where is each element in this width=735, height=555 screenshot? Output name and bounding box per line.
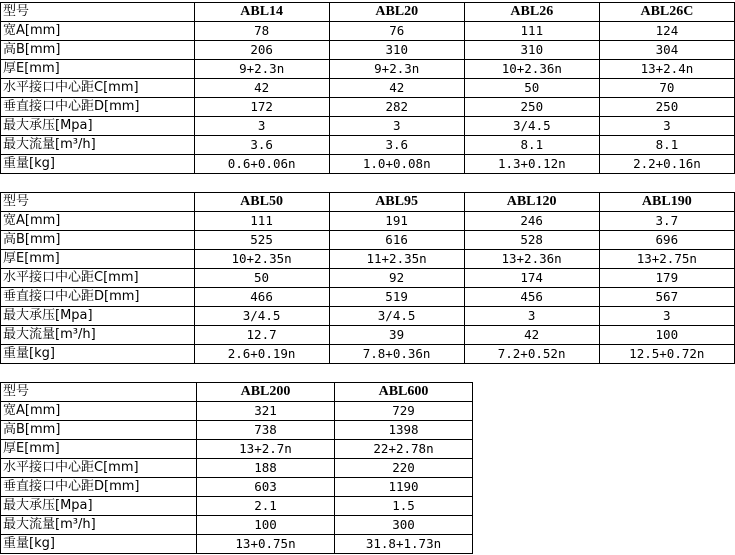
row-label: 最大承压[Mpa] <box>1 497 197 516</box>
value-cell: 1.5 <box>335 497 473 516</box>
model-name-cell: ABL95 <box>329 193 464 212</box>
value-cell: 300 <box>335 516 473 535</box>
value-cell: 100 <box>197 516 335 535</box>
table-header-row <box>1 383 473 402</box>
row-label: 重量[kg] <box>1 155 195 174</box>
row-label: 垂直接口中心距D[mm] <box>1 288 195 307</box>
value-cell: 31.8+1.73n <box>335 535 473 554</box>
value-cell: 304 <box>599 41 734 60</box>
model-name-cell: ABL200 <box>197 383 335 402</box>
value-cell: 3 <box>599 117 734 136</box>
table-row <box>1 155 735 174</box>
value-cell: 3/4.5 <box>194 307 329 326</box>
value-cell: 246 <box>464 212 599 231</box>
value-cell: 92 <box>329 269 464 288</box>
table-row <box>1 250 735 269</box>
value-cell: 220 <box>335 459 473 478</box>
row-label: 厚E[mm] <box>1 250 195 269</box>
value-cell: 310 <box>329 41 464 60</box>
value-cell: 11+2.35n <box>329 250 464 269</box>
value-cell: 1398 <box>335 421 473 440</box>
value-cell: 3 <box>329 117 464 136</box>
table-row <box>1 440 473 459</box>
table-row <box>1 288 735 307</box>
model-name-cell: ABL190 <box>599 193 734 212</box>
value-cell: 2.6+0.19n <box>194 345 329 364</box>
value-cell: 76 <box>329 22 464 41</box>
model-name-cell: ABL20 <box>329 3 464 22</box>
row-label-model: 型号 <box>1 3 195 22</box>
value-cell: 8.1 <box>464 136 599 155</box>
table-row <box>1 98 735 117</box>
row-label: 最大流量[m³/h] <box>1 516 197 535</box>
table-row <box>1 269 735 288</box>
row-label: 高B[mm] <box>1 41 195 60</box>
value-cell: 9+2.3n <box>194 60 329 79</box>
table-row <box>1 60 735 79</box>
table-row <box>1 535 473 554</box>
value-cell: 191 <box>329 212 464 231</box>
value-cell: 603 <box>197 478 335 497</box>
value-cell: 3 <box>464 307 599 326</box>
row-label: 宽A[mm] <box>1 212 195 231</box>
table-row <box>1 421 473 440</box>
row-label-model: 型号 <box>1 383 197 402</box>
table-row <box>1 41 735 60</box>
table-row <box>1 136 735 155</box>
row-label: 水平接口中心距C[mm] <box>1 79 195 98</box>
row-label: 最大承压[Mpa] <box>1 307 195 326</box>
row-label: 垂直接口中心距D[mm] <box>1 478 197 497</box>
value-cell: 567 <box>599 288 734 307</box>
value-cell: 50 <box>194 269 329 288</box>
value-cell: 42 <box>194 79 329 98</box>
value-cell: 456 <box>464 288 599 307</box>
value-cell: 13+2.4n <box>599 60 734 79</box>
row-label: 水平接口中心距C[mm] <box>1 459 197 478</box>
value-cell: 1.3+0.12n <box>464 155 599 174</box>
value-cell: 50 <box>464 79 599 98</box>
value-cell: 13+2.75n <box>599 250 734 269</box>
table-row <box>1 345 735 364</box>
value-cell: 738 <box>197 421 335 440</box>
table-row <box>1 326 735 345</box>
spec-table-2 <box>0 192 735 364</box>
value-cell: 78 <box>194 22 329 41</box>
value-cell: 1.0+0.08n <box>329 155 464 174</box>
value-cell: 3.7 <box>599 212 734 231</box>
value-cell: 174 <box>464 269 599 288</box>
value-cell: 124 <box>599 22 734 41</box>
value-cell: 310 <box>464 41 599 60</box>
row-label: 最大承压[Mpa] <box>1 117 195 136</box>
model-name-cell: ABL26C <box>599 3 734 22</box>
row-label: 厚E[mm] <box>1 440 197 459</box>
table-row <box>1 231 735 250</box>
table-header-row <box>1 3 735 22</box>
value-cell: 8.1 <box>599 136 734 155</box>
table-header-row <box>1 193 735 212</box>
value-cell: 179 <box>599 269 734 288</box>
value-cell: 696 <box>599 231 734 250</box>
row-label: 高B[mm] <box>1 231 195 250</box>
value-cell: 3.6 <box>329 136 464 155</box>
row-label-model: 型号 <box>1 193 195 212</box>
model-name-cell: ABL26 <box>464 3 599 22</box>
model-name-cell: ABL600 <box>335 383 473 402</box>
value-cell: 7.2+0.52n <box>464 345 599 364</box>
value-cell: 1190 <box>335 478 473 497</box>
value-cell: 206 <box>194 41 329 60</box>
value-cell: 3.6 <box>194 136 329 155</box>
value-cell: 519 <box>329 288 464 307</box>
model-name-cell: ABL50 <box>194 193 329 212</box>
value-cell: 12.5+0.72n <box>599 345 734 364</box>
value-cell: 250 <box>599 98 734 117</box>
model-name-cell: ABL120 <box>464 193 599 212</box>
table-row <box>1 307 735 326</box>
value-cell: 42 <box>464 326 599 345</box>
value-cell: 12.7 <box>194 326 329 345</box>
row-label: 厚E[mm] <box>1 60 195 79</box>
row-label: 水平接口中心距C[mm] <box>1 269 195 288</box>
value-cell: 2.2+0.16n <box>599 155 734 174</box>
row-label: 垂直接口中心距D[mm] <box>1 98 195 117</box>
value-cell: 3 <box>599 307 734 326</box>
value-cell: 10+2.35n <box>194 250 329 269</box>
table-row <box>1 402 473 421</box>
value-cell: 13+2.7n <box>197 440 335 459</box>
value-cell: 282 <box>329 98 464 117</box>
value-cell: 729 <box>335 402 473 421</box>
table-row <box>1 79 735 98</box>
row-label: 高B[mm] <box>1 421 197 440</box>
table-row <box>1 497 473 516</box>
table-row <box>1 212 735 231</box>
value-cell: 9+2.3n <box>329 60 464 79</box>
value-cell: 22+2.78n <box>335 440 473 459</box>
value-cell: 188 <box>197 459 335 478</box>
value-cell: 42 <box>329 79 464 98</box>
value-cell: 3/4.5 <box>329 307 464 326</box>
value-cell: 525 <box>194 231 329 250</box>
value-cell: 250 <box>464 98 599 117</box>
value-cell: 3/4.5 <box>464 117 599 136</box>
value-cell: 321 <box>197 402 335 421</box>
value-cell: 0.6+0.06n <box>194 155 329 174</box>
value-cell: 7.8+0.36n <box>329 345 464 364</box>
value-cell: 2.1 <box>197 497 335 516</box>
row-label: 重量[kg] <box>1 535 197 554</box>
spec-table-3 <box>0 382 473 554</box>
value-cell: 100 <box>599 326 734 345</box>
table-row <box>1 516 473 535</box>
value-cell: 466 <box>194 288 329 307</box>
row-label: 宽A[mm] <box>1 22 195 41</box>
value-cell: 3 <box>194 117 329 136</box>
value-cell: 528 <box>464 231 599 250</box>
table-row <box>1 478 473 497</box>
spec-table-1 <box>0 2 735 174</box>
value-cell: 172 <box>194 98 329 117</box>
value-cell: 111 <box>464 22 599 41</box>
row-label: 最大流量[m³/h] <box>1 136 195 155</box>
value-cell: 10+2.36n <box>464 60 599 79</box>
value-cell: 13+0.75n <box>197 535 335 554</box>
model-name-cell: ABL14 <box>194 3 329 22</box>
row-label: 宽A[mm] <box>1 402 197 421</box>
value-cell: 111 <box>194 212 329 231</box>
table-row <box>1 22 735 41</box>
value-cell: 39 <box>329 326 464 345</box>
value-cell: 616 <box>329 231 464 250</box>
value-cell: 13+2.36n <box>464 250 599 269</box>
row-label: 最大流量[m³/h] <box>1 326 195 345</box>
value-cell: 70 <box>599 79 734 98</box>
row-label: 重量[kg] <box>1 345 195 364</box>
table-row <box>1 459 473 478</box>
table-row <box>1 117 735 136</box>
